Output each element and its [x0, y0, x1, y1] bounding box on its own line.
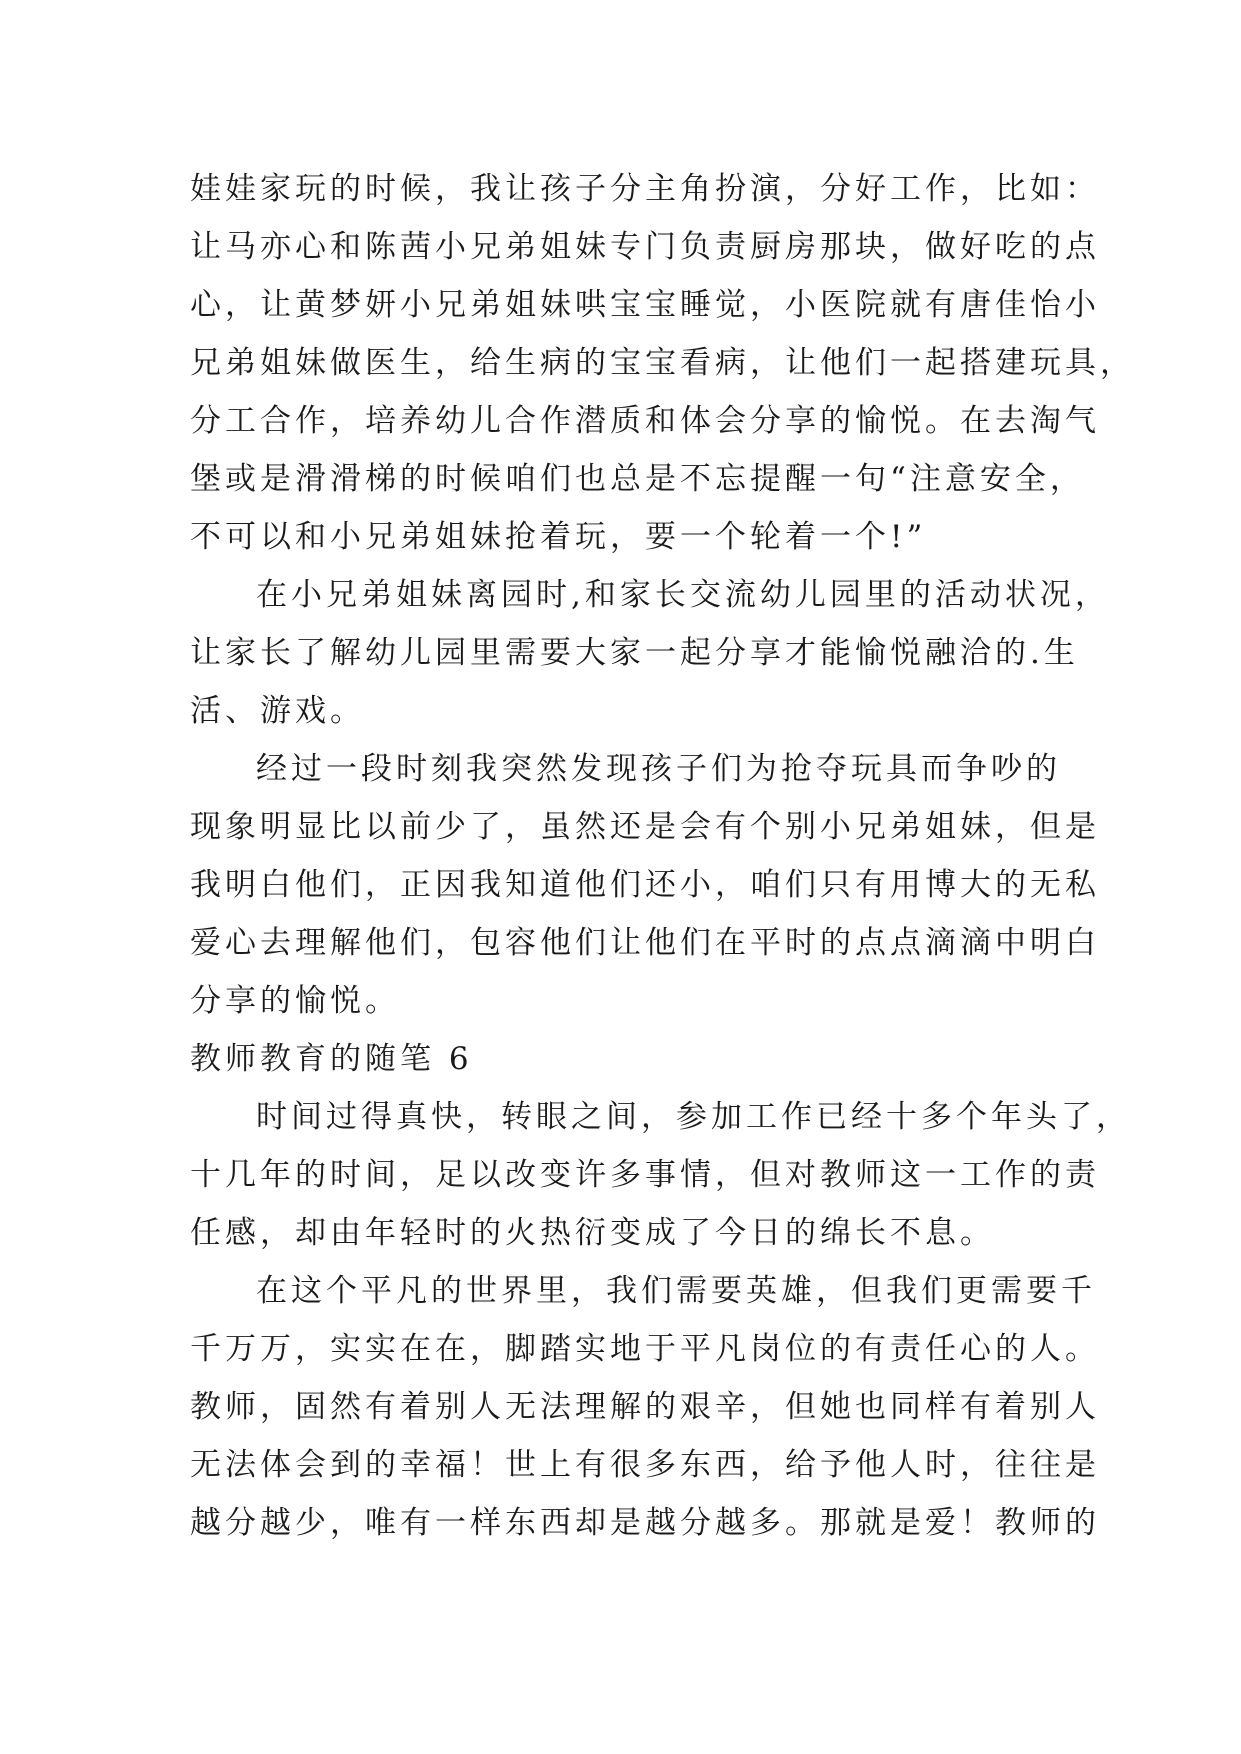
text-line: 兄弟姐妹做医生，给生病的宝宝看病，让他们一起搭建玩具，: [190, 345, 1135, 381]
section-heading: 教师教育的随笔 6: [190, 1041, 473, 1077]
text-line: 娃娃家玩的时候，我让孩子分主角扮演，分好工作，比如：: [190, 171, 1100, 207]
paragraph: [190, 1262, 1100, 1552]
text-line: 十几年的时间，足以改变许多事情，但对教师这一工作的责: [190, 1157, 1100, 1193]
text-line: 活、游戏。: [190, 693, 365, 729]
text-line: 任感，却由年轻时的火热衍变成了今日的绵长不息。: [190, 1215, 995, 1251]
paragraph: [190, 740, 1100, 1030]
text-line: 让家长了解幼儿园里需要大家一起分享才能愉悦融洽的.生: [190, 635, 1079, 671]
text-line: 让马亦心和陈茜小兄弟姐妹专门负责厨房那块，做好吃的点: [190, 229, 1100, 265]
text-line: 经过一段时刻我突然发现孩子们为抢夺玩具而争吵的: [256, 751, 1061, 787]
text-line: 千万万，实实在在，脚踏实地于平凡岗位的有责任心的人。: [190, 1331, 1100, 1367]
text-line: 教师，固然有着别人无法理解的艰辛，但她也同样有着别人: [190, 1389, 1100, 1425]
text-line: 分工合作，培养幼儿合作潜质和体会分享的愉悦。在去淘气: [190, 403, 1100, 439]
text-line: 爱心去理解他们，包容他们让他们在平时的点点滴滴中明白: [190, 925, 1100, 961]
paragraph: [190, 160, 1135, 566]
paragraph: [190, 1088, 1131, 1262]
text-line: 在小兄弟姐妹离园时,和家长交流幼儿园里的活动状况，: [256, 577, 1110, 613]
text-line: 在这个平凡的世界里，我们需要英雄，但我们更需要千: [256, 1273, 1096, 1309]
document-body: [190, 160, 1135, 1552]
text-line: 无法体会到的幸福！世上有很多东西，给予他人时，往往是: [190, 1447, 1100, 1483]
text-line: 越分越少，唯有一样东西却是越分越多。那就是爱！教师的: [190, 1505, 1100, 1541]
text-line: 时间过得真快，转眼之间，参加工作已经十多个年头了，: [256, 1099, 1131, 1135]
paragraph: [190, 566, 1110, 740]
text-line: 心，让黄梦妍小兄弟姐妹哄宝宝睡觉，小医院就有唐佳怡小: [190, 287, 1100, 323]
text-line: 现象明显比以前少了，虽然还是会有个别小兄弟姐妹，但是: [190, 809, 1100, 845]
text-line: 堡或是滑滑梯的时候咱们也总是不忘提醒一句“注意安全，: [190, 461, 1085, 497]
text-line: 我明白他们，正因我知道他们还小，咱们只有用博大的无私: [190, 867, 1100, 903]
text-line: 分享的愉悦。: [190, 983, 400, 1019]
text-line: 不可以和小兄弟姐妹抢着玩，要一个轮着一个!”: [190, 519, 927, 555]
